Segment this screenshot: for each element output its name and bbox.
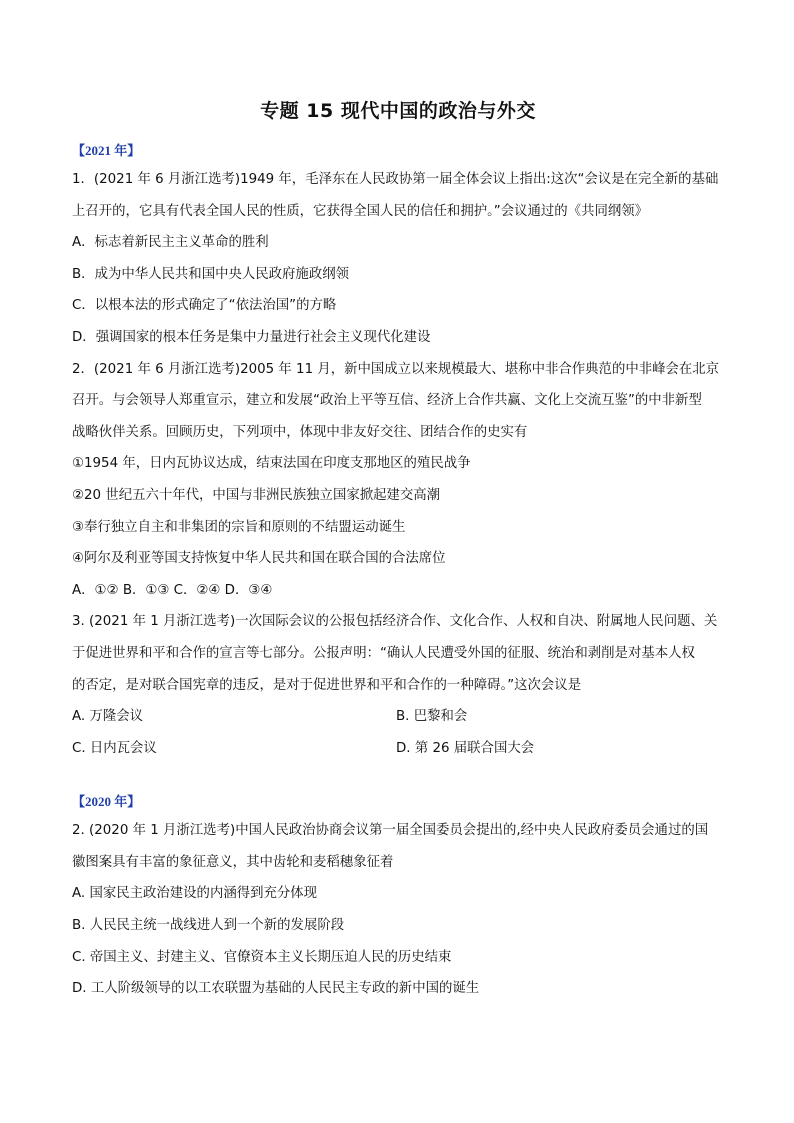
- answer-option: A．标志着新民主主义革命的胜利: [72, 235, 269, 251]
- question-3: [72, 606, 724, 764]
- question-2: [72, 354, 724, 607]
- question-1: [72, 164, 724, 354]
- document-page: [72, 98, 724, 1005]
- answer-option: D．强调国家的根本任务是集中力量进行社会主义现代化建设: [72, 329, 431, 345]
- question-text-line: 1．(2021 年 6 月浙江选考)1949 年，毛泽东在人民政协第一届全体会议上指出:这次“会议是在完全新的基础: [72, 172, 719, 187]
- section-2020: [72, 789, 724, 1005]
- section-2021: [72, 138, 724, 764]
- answer-option: B．成为中华人民共和国中央人民政府施政纲领: [72, 266, 349, 282]
- answer-option: A. 万隆会议: [72, 709, 143, 725]
- question-text-line: 的否定，是对联合国宪章的违反，是对于促进世界和平和合作的一种障碍。”这次会议是: [72, 677, 582, 693]
- statement-item: ④阿尔及利亚等国支持恢复中华人民共和国在联合国的合法席位: [72, 551, 446, 567]
- section-spacer: [72, 764, 724, 789]
- question-text-line: 2．(2021 年 6 月浙江选考)2005 年 11 月，新中国成立以来规模最大、堪称中非合作典范的中非峰会在北京: [72, 361, 720, 377]
- answer-option: B. 人民民主统一战线进人到一个新的发展阶段: [72, 918, 345, 934]
- section-heading: 【2021 年】: [72, 143, 141, 158]
- statement-item: ②20 世纪五六十年代，中国与非洲民族独立国家掀起建交高潮: [72, 487, 441, 503]
- answer-options-row: [72, 701, 724, 733]
- section-heading: 【2020 年】: [72, 794, 141, 810]
- answer-option: B. 巴黎和会: [396, 709, 468, 725]
- document-title: 专题 15 现代中国的政治与外交: [260, 100, 536, 122]
- question-text-line: 于促进世界和平和合作的宣言等七部分。公报声明：“确认人民遭受外国的征服、统治和剥削是对基本人权: [72, 645, 695, 661]
- answer-options-row: [72, 733, 724, 765]
- question-text-line: 上召开的，它具有代表全国人民的性质，它获得全国人民的信任和拥护。”会议通过的《共同纲领》: [72, 203, 649, 219]
- answer-options-line: A．①② B．①③ C．②④ D．③④: [72, 582, 273, 598]
- answer-option: A. 国家民主政治建设的内涵得到充分体现: [72, 886, 318, 902]
- question-text-line: 召开。与会领导人郑重宣示，建立和发展“政治上平等互信、经济上合作共赢、文化上交流互鉴”的中非新型: [72, 393, 702, 409]
- answer-option: C．以根本法的形式确定了“依法治国”的方略: [72, 298, 337, 314]
- question-2-2020: [72, 815, 724, 1005]
- statement-item: ①1954 年，日内瓦协议达成，结束法国在印度支那地区的殖民战争: [72, 456, 471, 472]
- answer-option: D. 工人阶级领导的以工农联盟为基础的人民民主专政的新中国的诞生: [72, 981, 480, 997]
- statement-item: ③奉行独立自主和非集团的宗旨和原则的不结盟运动诞生: [72, 519, 406, 535]
- answer-option: C. 日内瓦会议: [72, 740, 157, 756]
- question-text-line: 2. (2020 年 1 月浙江选考)中国人民政治协商会议第一届全国委员会提出的,经中央人民政府委员会通过的国: [72, 823, 709, 839]
- answer-option: C. 帝国主义、封建主义、官僚资本主义长期压迫人民的历史结束: [72, 949, 452, 965]
- question-text-line: 3. (2021 年 1 月浙江选考)一次国际会议的公报包括经济合作、文化合作、人权和自决、附属地人民问题、关: [72, 614, 718, 630]
- question-text-line: 战略伙伴关系。回顾历史，下列项中，体现中非友好交往、团结合作的史实有: [72, 424, 528, 440]
- answer-option: D. 第 26 届联合国大会: [396, 740, 535, 756]
- question-text-line: 徽图案具有丰富的象征意义，其中齿轮和麦稻穗象征着: [72, 854, 394, 870]
